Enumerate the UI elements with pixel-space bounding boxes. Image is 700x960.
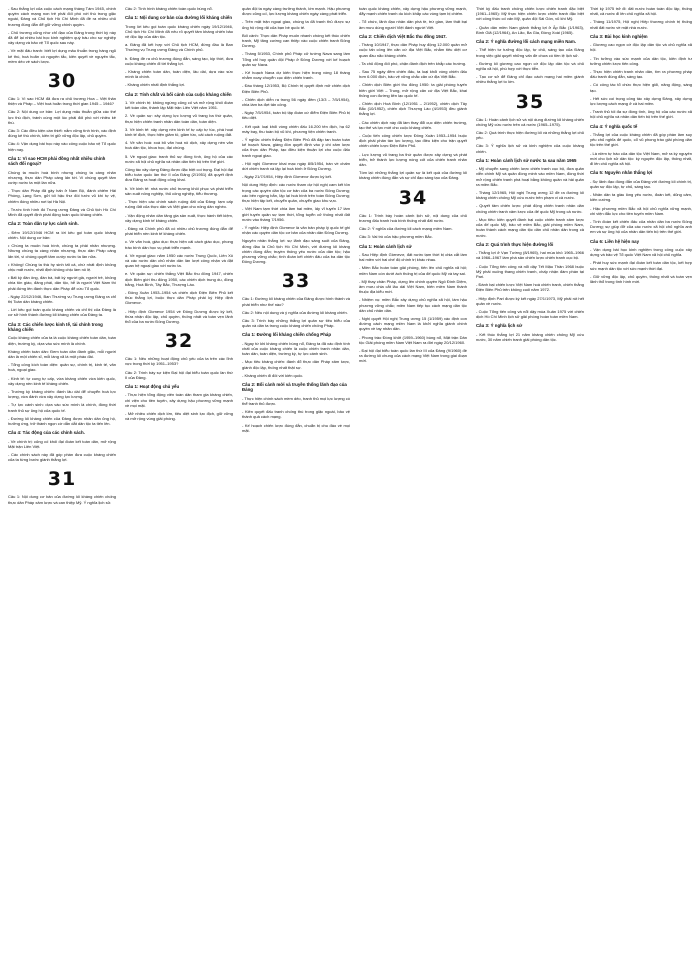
- paragraph: - Trước tình hình đó Trung ương Đảng và Chủ tịch Hồ Chí Minh đã quyết định phát động toàn quốc kháng chiến.: [8, 206, 116, 218]
- paragraph: - Đường lối kháng chiến của Đảng được nhân dân ủng hộ, hưởng ứng, trở thành ngọn cờ dẫn dắt dân tộc ta tiến lên.: [8, 415, 116, 426]
- paragraph: - Tháng 11/1975, Hội nghị Hiệp thương chính trị thống nhất đất nước về mặt nhà nước.: [590, 19, 692, 30]
- paragraph: - Các chiến dịch này đã làm thay đổi cục diện chiến trường, tạo thế và lực mới cho cuộc kháng chiến.: [359, 119, 467, 130]
- paragraph: - Mục tiêu kháng chiến: đánh đổ thực dân Pháp xâm lược, giành độc lập, thống nhất thật sự.: [242, 359, 350, 370]
- paragraph: • Bất kỳ đàn ông, đàn bà, bất kỳ người già, người trẻ, không chia tôn giáo, đảng phái, dân tộc, hễ là người Việt Nam thì phải đứng lên đánh thực dân Pháp để cứu Tổ quốc.: [8, 275, 116, 291]
- paragraph: - Phát huy sức mạnh đại đoàn kết toàn dân tộc, kết hợp sức mạnh dân tộc với sức mạnh thời đại.: [590, 260, 692, 271]
- paragraph: - Lời kêu gọi toàn quốc kháng chiến và chỉ thị của Đảng là cơ sở hình thành đường lối kháng chiến của Đảng ta.: [8, 307, 116, 318]
- paragraph: - Sau thắng lợi của cuộc cách mạng tháng Tám 1945, chính quyền cách mạng non trẻ phải đối phó với thù trong giặc ngoài, Đảng và Chủ tịch Hồ Chí Minh đã đề ra nhiều chủ trương đúng đắn để giữ vững chính quyền.: [8, 6, 116, 27]
- paragraph: Câu 1: Nêu những hoạt động chủ yếu của ta trên các lĩnh vực trong thời kỳ 1951–1953?: [125, 356, 233, 367]
- section-number: 33: [281, 270, 311, 293]
- paragraph: Câu 3: Các điều kiện cần thiết: nắm vững tình hình, xác định đúng kẻ thù chính, kiên trì giữ vững độc lập, chủ quyền.: [8, 128, 116, 139]
- paragraph: - Thực hiện chiến tranh nhân dân, tìm ra phương pháp đấu tranh đúng đắn, sáng tạo.: [590, 69, 692, 80]
- paragraph: 3. Về kinh tế: xây dựng nền kinh tế tự cấp tự túc, phá hoại kinh tế địch, thực hiện giảm tô, giảm tức, cải cách ruộng đất.: [125, 126, 233, 138]
- paragraph: - Giữ vững độc lập, chủ quyền, thống nhất và toàn vẹn lãnh thổ trong tình hình mới.: [590, 273, 692, 284]
- paragraph: - Là niềm tự hào của dân tộc Việt Nam, mở ra kỷ nguyên mới cho lịch sử dân tộc: kỷ nguyên độc lập, thống nhất, đi lên chủ nghĩa xã hội.: [590, 150, 692, 167]
- paragraph: - Hiệp định Pari được ký kết ngày 27/1/1973, Mỹ phải rút hết quân về nước.: [476, 295, 584, 306]
- paragraph: Câu 2: Ý nghĩa của đường lối cách mạng miền Nam.: [359, 226, 453, 232]
- paragraph: - Cuộc tiến công chiến lược Đông Xuân 1953–1954 buộc địch phải phân tán lực lượng, tạo điều kiện cho trận quyết chiến chiến lược Điện Biên Phủ.: [359, 133, 467, 149]
- paragraph: - Hậu phương miền Bắc xã hội chủ nghĩa vững mạnh, chi viện đắc lực cho tiền tuyến miền Nam.: [590, 205, 692, 216]
- paragraph: - Quyết tâm chiến lược: phát động chiến tranh nhân dân chống chiến tranh xâm lược của đế quốc Mỹ trong cả nước.: [476, 203, 584, 214]
- question-heading: Câu 1: Hoàn cảnh lịch sử: [359, 243, 412, 249]
- paragraph: Tóm lại: những thắng lợi quân sự là kết quả của đường lối kháng chiến đúng đắn và sự chỉ đạo sáng tạo của Đảng.: [359, 170, 467, 181]
- paragraph: - Nghị quyết Hội nghị Trung ương 15 (1/1959) xác định con đường cách mạng miền Nam là khởi nghĩa giành chính quyền về tay nhân dân.: [359, 315, 467, 332]
- paragraph: - Mỹ thay chân Pháp, dựng lên chính quyền Ngô Đình Diệm, âm mưu chia cắt lâu dài Việt Nam, biến miền Nam thành thuộc địa kiểu mới.: [359, 278, 467, 295]
- text-column-1: [8, 6, 116, 954]
- paragraph: Trong lời kêu gọi toàn quốc kháng chiến ngày 19/12/1946, Chủ tịch Hồ Chí Minh đã nêu rõ quyết tâm kháng chiến bảo vệ độc lập của dân tộc.: [125, 23, 233, 40]
- paragraph: - Sau Hiệp định Giơnevơ, đất nước tạm thời bị chia cắt làm hai miền với hai chế độ chính trị khác nhau.: [359, 251, 467, 263]
- paragraph: - Thực hiện chính sách mềm dẻo, tranh thủ mọi lực lượng có thể tranh thủ được.: [242, 395, 350, 406]
- question-heading: Câu 3: Bài học kinh nghiệm: [590, 33, 648, 39]
- paragraph: - Ngày 7/5/1954, toàn bộ tập đoàn cứ điểm Điện Biên Phủ bị tiêu diệt.: [242, 110, 350, 121]
- paragraph: - Tranh thủ tối đa sự đồng tình, ủng hộ của các nước xã hội chủ nghĩa và nhân dân tiến bộ trên thế giới.: [590, 109, 692, 120]
- paragraph: a. Đảng đã kết hợp với Chủ tịch HCM, đứng đầu là Ban Thường vụ Trung ương Đảng và Chính phủ.: [125, 42, 233, 53]
- text-column-5: [476, 6, 584, 954]
- paragraph: - Quân dân miền Nam giành thắng lợi ở Ấp Bắc (1/1963), Bình Giã (12/1964), An Lão, Ba Gia, Đồng Xoài (1965).: [476, 24, 584, 35]
- paragraph: - Có công tác tổ chức thực hiện giỏi, năng động, sáng tạo.: [590, 82, 692, 93]
- paragraph: - Chiến dịch Hoà Bình (12/1951 – 2/1952), chiến dịch Tây Bắc (10/1952), chiến dịch Thượng Lào (4/1953) đều giành thắng lợi.: [359, 101, 467, 117]
- paragraph: - Sự lãnh đạo đúng đắn của Đảng với đường lối chính trị, quân sự độc lập, tự chủ, sáng tạo.: [590, 178, 692, 189]
- paragraph: - Kháng chiến nhất định thắng lợi.: [125, 82, 185, 88]
- paragraph: Câu 4: Vận dụng bài học này vào công cuộc bảo vệ Tổ quốc hiện nay.: [8, 141, 116, 152]
- paragraph: - Kiên quyết đấu tranh chống thù trong giặc ngoài, bảo vệ thành quả cách mạng.: [242, 409, 350, 420]
- paragraph: - Vận động nhân dân tăng gia sản xuất, thực hành tiết kiệm, xây dựng kinh tế kháng chiến.: [125, 212, 233, 223]
- paragraph: 5. Về ngoại giao: tranh thủ sự đồng tình, ủng hộ của các nước xã hội chủ nghĩa và nhân dân tiến bộ trên thế giới.: [125, 153, 233, 164]
- paragraph: - Sau 75 ngày đêm chiến đấu, ta loại khỏi vòng chiến đấu hơn 6.000 địch, bảo vệ vững chắc căn cứ địa Việt Bắc.: [359, 69, 467, 80]
- paragraph: Chúng ta muốn hoà bình nhưng chúng ta càng nhân nhượng, thực dân Pháp càng lấn tới. Vì chúng quyết tâm cướp nước ta một lần nữa.: [8, 169, 116, 186]
- paragraph: - Đầu tháng 12/1953, Bộ Chính trị quyết định mở chiến dịch Điện Biên Phủ.: [242, 83, 350, 94]
- paragraph: - Thực hiện các chính sách ruộng đất của Đảng: tạm cấp ruộng đất của thực dân và Việt gian cho nông dân nghèo.: [125, 199, 233, 210]
- paragraph: e. Về quân sự: chiến thắng Việt Bắc thu đông 1947, chiến dịch Biên giới thu đông 1950, các chiến dịch trung du, đồng bằng, Hoà Bình, Tây Bắc, Thượng Lào.: [125, 271, 233, 287]
- paragraph: 1. Về chính trị: không ngừng củng cố và mở rộng khối đoàn kết toàn dân, thành lập Mặt trận Liên Việt năm 1951.: [125, 100, 233, 111]
- paragraph: - Thắng lợi ở Vạn Tường (8/1965), hai mùa khô 1965–1966 và 1966–1967 làm phá sản chiến lược chiến tranh cục bộ.: [476, 250, 584, 261]
- paragraph: Câu 1: Hoàn cảnh lịch sử và nội dung đường lối kháng chiến chống Mỹ cứu nước trên cả nước (1965–1975).: [476, 116, 584, 127]
- paragraph: • Không! Chúng ta thà hy sinh tất cả, chứ nhất định không chịu mất nước, nhất định không chịu làm nô lệ.: [8, 261, 116, 272]
- paragraph: - Đại hội đại biểu toàn quốc lần thứ III của Đảng (9/1960) đề ra đường lối chung của cách mạng Việt Nam trong giai đoạn mới.: [359, 347, 467, 364]
- paragraph: Thời kỳ đấu tranh chống chiến lược chiến tranh đặc biệt (1961–1965): Mỹ thực hiện chiến lược chiến tranh đặc biệt với công thức cố vấn Mỹ, quân đội Sài Gòn, vũ khí Mỹ.: [476, 6, 584, 22]
- paragraph: d. Về ngoại giao: năm 1950 các nước Trung Quốc, Liên Xô và các nước dân chủ nhân dân lần lượt công nhận và đặt quan hệ ngoại giao với nước ta.: [125, 252, 233, 269]
- paragraph: - Việt Nam tạm thời chia làm hai miền, lấy vĩ tuyến 17 làm giới tuyến quân sự tạm thời, tổng tuyển cử thống nhất đất nước vào tháng 7/1956.: [242, 206, 350, 222]
- section-number: 34: [398, 186, 428, 209]
- paragraph: Câu 3: Trình bày những thắng lợi quân sự tiêu biểu của quân và dân ta trong cuộc kháng chiến chống Pháp.: [242, 317, 350, 329]
- paragraph: toàn quốc kháng chiến, xây dựng hậu phương vững mạnh, đẩy mạnh chiến tranh du kích khắp các vùng tạm bị chiếm.: [359, 6, 467, 17]
- paragraph: - Tin tưởng vào sức mạnh của dân tộc, kiên định tư tưởng chiến lược tiến công.: [590, 55, 692, 66]
- paragraph: - Kết quả: loại khỏi vòng chiến đấu 16.200 tên địch, hạ 62 máy bay, thu toàn bộ vũ khí, phương tiện chiến tranh.: [242, 123, 350, 134]
- paragraph: - Nhiệm vụ: miền Bắc xây dựng chủ nghĩa xã hội, làm hậu phương vững chắc; miền Nam tiếp tục cách mạng dân tộc dân chủ nhân dân.: [359, 297, 467, 313]
- paragraph: - Giương cao ngọn cờ độc lập dân tộc và chủ nghĩa xã hội.: [590, 42, 692, 53]
- paragraph: Kháng chiến toàn dân: Đem toàn dân đánh giặc, mỗi người dân là một chiến sĩ, mỗi làng xã là một pháo đài.: [8, 348, 116, 359]
- paragraph: - Cuộc Tổng tiến công và nổi dậy mùa Xuân 1975 với chiến dịch Hồ Chí Minh lịch sử giải phóng hoàn toàn miền Nam.: [476, 308, 584, 320]
- paragraph: - Đông Xuân 1953–1954 và chiến dịch Điện Biên Phủ kết thúc thắng lợi, buộc thực dân Pháp phải ký Hiệp định Giơnevơ.: [125, 289, 233, 306]
- paragraph: - Tháng 5/1953, Chính phủ Pháp cử tướng Nava sang làm Tổng chỉ huy quân đội Pháp ở Đông Dương với kế hoạch quân sự Nava.: [242, 51, 350, 67]
- paragraph: - Đánh bại chiến lược Việt Nam hoá chiến tranh, chiến thắng Điện Biên Phủ trên không cuối năm 1972.: [476, 282, 584, 293]
- paragraph: quân đội ta ngày càng trưởng thành, lớn mạnh. Hậu phương được củng cố, lực lượng kháng chiến ngày càng phát triển.: [242, 6, 350, 17]
- paragraph: - Thực hiện tổng động viên toàn dân tham gia kháng chiến, chi viện cho tiền tuyến, xây dựng hậu phương vững mạnh về mọi mặt.: [125, 392, 233, 408]
- paragraph: - Tổng công kích toàn diện: quân sự, chính trị, kinh tế, văn hoá, ngoại giao.: [8, 362, 116, 373]
- paragraph: - Thắng lợi của cuộc kháng chiến đã góp phần làm suy yếu chủ nghĩa đế quốc, cổ vũ phong trào giải phóng dân tộc trên thế giới.: [590, 132, 692, 148]
- paragraph: Câu 3: Ý nghĩa lịch sử và kinh nghiệm của cuộc kháng chiến.: [476, 143, 584, 154]
- paragraph: - Chiến dịch Biên giới thu đông 1950: ta giải phóng tuyến biên giới Việt – Trung, mở rộng căn cứ địa Việt Bắc, khai thông con đường liên lạc quốc tế.: [359, 82, 467, 98]
- question-heading: Câu 2: Tính chất và bối cảnh của cuộc kháng chiến: [125, 91, 232, 97]
- paragraph: - Hội nghị Giơnevơ khai mạc ngày 8/5/1954, bàn về chấm dứt chiến tranh và lập lại hoà bình ở Đông Dương.: [242, 160, 350, 172]
- section-number: 32: [164, 330, 194, 353]
- paragraph: Câu 2: Tình hình kháng chiến toàn quốc bùng nổ.: [125, 6, 213, 11]
- text-column-4: [359, 6, 467, 954]
- paragraph: - Tạo cơ sở để Đảng chỉ đạo cách mạng hai miền giành nhiều thắng lợi to lớn.: [476, 74, 584, 85]
- paragraph: - Đường lối giương cao ngọn cờ độc lập dân tộc và chủ nghĩa xã hội, phù hợp với thực tiễn.: [476, 60, 584, 72]
- paragraph: Câu 1: Nội dung cơ bản của đường lối kháng chiến chống thực dân Pháp xâm lược và can thiệp Mỹ. Ý nghĩa lịch sử.: [8, 494, 116, 505]
- paragraph: - Mỹ chuyển sang chiến lược chiến tranh cục bộ, đưa quân viễn chinh Mỹ và quân đồng minh vào miền Nam, đồng thời mở rộng chiến tranh phá hoại bằng không quân và hải quân ra miền Bắc.: [476, 166, 584, 187]
- paragraph: - Ngày 22/12/1946, Ban Thường vụ Trung ương Đảng ra chỉ thị Toàn dân kháng chiến.: [8, 293, 116, 304]
- paragraph: - Kế hoạch Nava dự kiến thực hiện trong vòng 18 tháng nhằm xoay chuyển cục diện chiến tranh.: [242, 70, 350, 81]
- section-number: 31: [47, 468, 77, 491]
- paragraph: - Thể hiện tư tưởng độc lập, tự chủ, sáng tạo của Đảng trong việc giải quyết những vấn đề chưa có tiền lệ lịch sử.: [476, 47, 584, 58]
- paragraph: Câu 2: Nêu nội dung và ý nghĩa của đường lối kháng chiến.: [242, 309, 348, 315]
- section-number: 30: [47, 70, 77, 93]
- paragraph: 4. Về văn hoá: xoá bỏ văn hoá nô dịch, xây dựng nền văn hoá dân tộc, khoa học, đại chúng.: [125, 140, 233, 151]
- paragraph: b. Đảng đề ra chủ trương đúng đắn, sáng tạo, kịp thời, đưa cuộc kháng chiến đi tới thắng lợi.: [125, 55, 233, 66]
- question-heading: Câu 6: Liên hệ hiện nay: [590, 238, 640, 244]
- paragraph: Câu 1: Trình bày hoàn cảnh lịch sử, nội dung của chủ trương đấu tranh hoà bình thống nhất đất nước.: [359, 212, 467, 223]
- paragraph: Câu 1: Đường lối kháng chiến của Đảng được hình thành và phát triển như thế nào?: [242, 296, 350, 307]
- paragraph: - Phong trào Đồng khởi (1959–1960) bùng nổ, Mặt trận Dân tộc Giải phóng miền Nam Việt Nam ra đời ngày 20/12/1960.: [359, 334, 467, 345]
- paragraph: Cuộc kháng chiến của ta là cuộc kháng chiến toàn dân, toàn diện, trường kỳ, dựa vào sức mình là chính.: [8, 335, 116, 346]
- paragraph: - Hết sức coi trọng công tác xây dựng Đảng, xây dựng lực lượng cách mạng ở cả hai miền.: [590, 95, 692, 107]
- paragraph: Câu 2: Trình bày sự kiện Đại hội đại biểu toàn quốc lần thứ II của Đảng.: [125, 369, 233, 380]
- question-heading: Câu 2: Bối cảnh mới và truyền thống lãnh đạo của Đảng: [242, 381, 347, 393]
- paragraph: - Các chính sách này đã góp phần đưa cuộc kháng chiến của ta từng bước giành thắng lợi.: [8, 452, 116, 463]
- paragraph: Câu 2: Quá trình thực hiện đường lối và những thắng lợi chủ yếu.: [476, 130, 584, 141]
- paragraph: Nguyên nhân thắng lợi: sự lãnh đạo sáng suốt của Đảng, đứng đầu là Chủ tịch Hồ Chí Minh, với đường lối kháng chiến đúng đắn; truyền thống yêu nước của dân tộc; hậu phương vững chắc; tình đoàn kết chiến đấu của ba dân tộc Đông Dương.: [242, 238, 350, 265]
- paragraph: - Trên mặt trận ngoại giao, chúng ta đã tranh thủ được sự ủng hộ rộng rãi của bạn bè quốc tế.: [242, 19, 350, 30]
- question-heading: Câu 2: Toàn dân tự lực cánh sinh.: [8, 221, 79, 227]
- paragraph: - Đảng và Chính phủ đã có nhiều chủ trương đúng đắn để phát triển nền kinh tế kháng chiến.: [125, 225, 233, 237]
- paragraph: Câu 2: Nội dung cơ bản: Lợi dụng mâu thuẫn giữa các thế lực thù địch, tránh cùng một lúc phải đối phó với nhiều kẻ thù.: [8, 109, 116, 125]
- paragraph: Công tác xây dựng Đảng được đặc biệt coi trọng. Đại hội đại biểu toàn quốc lần thứ II của Đảng (2/1951) đã quyết định đưa Đảng ra hoạt động công khai.: [125, 167, 233, 183]
- question-heading: Câu 1: Nội dung cơ bản của đường lối kháng chiến: [125, 15, 232, 21]
- paragraph: - Tháng 10/1947, thực dân Pháp huy động 12.000 quân mở cuộc tấn công lên căn cứ địa Việt Bắc, nhằm tiêu diệt cơ quan đầu não kháng chiến.: [359, 42, 467, 58]
- paragraph: b. Về kinh tế: nhà nước chủ trương khôi phục và phát triển sản xuất nông nghiệp, thủ công nghiệp, tiểu thương.: [125, 185, 233, 196]
- question-heading: Câu 1: Đường lối kháng chiến chống Pháp: [242, 332, 331, 338]
- question-heading: Câu 2: Quá trình thực hiện đường lối: [476, 241, 554, 247]
- paragraph: • Chúng ta muốn hoà bình, chúng ta phải nhân nhượng. Nhưng chúng ta càng nhân nhượng, thực dân Pháp càng lấn tới, vì chúng quyết tâm cướp nước ta lần nữa.: [8, 243, 116, 259]
- paragraph: - Cuộc Tổng tiến công và nổi dậy Tết Mậu Thân 1968 buộc Mỹ phải xuống thang chiến tranh, chấp nhận đàm phán tại Pari.: [476, 263, 584, 279]
- question-heading: Câu 1: Vì sao HCM phải đồng nhất nhiều chính sách đối ngoại?: [8, 155, 106, 167]
- paragraph: Câu 3: Vai trò của hậu phương miền Bắc.: [359, 234, 433, 240]
- question-heading: Câu 1: Hoạt động chủ yếu: [125, 383, 180, 389]
- paragraph: - Về chính trị: củng cố khối đại đoàn kết toàn dân, mở rộng Mặt trận Liên Việt.: [8, 438, 116, 449]
- paragraph: Nội dung Hiệp định: các nước tham dự hội nghị cam kết tôn trọng các quyền dân tộc cơ bản của ba nước Đông Dương; các bên ngừng bắn, lập lại hoà bình trên toàn Đông Dương; thực hiện tập kết, chuyển quân, chuyển giao khu vực.: [242, 182, 350, 204]
- paragraph: - Miền Bắc hoàn toàn giải phóng, tiến lên chủ nghĩa xã hội; miền Nam còn dưới ách thống trị của đế quốc Mỹ và tay sai.: [359, 265, 467, 276]
- question-heading: Câu 3: Các chiến lược kinh tế, tài chính trong kháng chiến: [8, 321, 103, 332]
- paragraph: - Kinh tế: tự cung tự cấp, vừa kháng chiến vừa kiến quốc, xây dựng nền kinh tế kháng chiến.: [8, 375, 116, 386]
- section-number: 35: [515, 90, 545, 113]
- paragraph: - Ý nghĩa: chiến thắng Điện Biên Phủ đã đập tan hoàn toàn kế hoạch Nava, giáng đòn quyết định vào ý chí xâm lược của thực dân Pháp, tạo điều kiện thuận lợi cho cuộc đấu tranh ngoại giao.: [242, 137, 350, 158]
- question-heading: Câu 2: Chiến dịch Việt Bắc thu đông 1947.: [359, 33, 447, 39]
- paragraph: - Vận dụng bài học kinh nghiệm trong công cuộc xây dựng và bảo vệ Tổ quốc Việt Nam xã hội chủ nghĩa.: [590, 246, 692, 258]
- paragraph: - Kế hoạch chiến lược đúng đắn, chuẩn bị chu đáo về mọi mặt.: [242, 422, 350, 433]
- question-heading: Câu 3: Ý nghĩa lịch sử: [476, 323, 523, 329]
- paragraph: - Ý nghĩa: Hiệp định Giơnevơ là văn bản pháp lý quốc tế ghi nhận các quyền dân tộc cơ bản của nhân dân Đông Dương.: [242, 224, 350, 236]
- paragraph: - Nhân dân ta giàu lòng yêu nước, đoàn kết, dũng cảm, kiên cường.: [590, 192, 692, 203]
- paragraph: - Tình đoàn kết chiến đấu của nhân dân ba nước Đông Dương; sự giúp đỡ của các nước xã hội chủ nghĩa anh em và sự ủng hộ của nhân dân tiến bộ trên thế giới.: [590, 218, 692, 235]
- question-heading: Câu 1: Hoàn cảnh lịch sử nước ta sau năm 1965: [476, 157, 577, 163]
- paragraph: - Tháng 12/1965, Hội nghị Trung ương 12 đề ra đường lối kháng chiến chống Mỹ cứu nước trên phạm vi cả nước.: [476, 190, 584, 201]
- paragraph: - Tổ chức, lãnh đạo nhân dân phá tề, trừ gian, làm thất bại âm mưu dùng người Việt đánh người Việt.: [359, 19, 467, 30]
- text-column-6: [590, 6, 692, 954]
- question-heading: Câu 4: Ý nghĩa quốc tế: [590, 123, 638, 129]
- paragraph: - Kết thúc thắng lợi 21 năm kháng chiến chống Mỹ cứu nước, 30 năm chiến tranh giải phóng dân tộc.: [476, 331, 584, 342]
- paragraph: - Tự lực cánh sinh: dựa vào sức mình là chính, đồng thời tranh thủ sự ủng hộ của quốc tế.: [8, 402, 116, 413]
- paragraph: c. Về văn hoá, giáo dục: thực hiện cải cách giáo dục, phong trào bình dân học vụ phát triển mạnh.: [125, 239, 233, 250]
- paragraph: - Mục tiêu: kiên quyết đánh bại cuộc chiến tranh xâm lược của đế quốc Mỹ, bảo vệ miền Bắc, giải phóng miền Nam, hoàn thành cách mạng dân tộc dân chủ nhân dân trong cả nước.: [476, 216, 584, 238]
- paragraph: - Trường kỳ kháng chiến: đánh lâu dài để chuyển hoá lực lượng, vừa đánh vừa xây dựng lực lượng.: [8, 388, 116, 400]
- paragraph: - Ngày 21/7/1954, Hiệp định Giơnevơ được ký kết.: [242, 174, 332, 180]
- question-heading: Câu 5: Nguyên nhân thắng lợi: [590, 170, 653, 176]
- paragraph: 2. Về quân sự: xây dựng lực lượng vũ trang ba thứ quân, thực hiện chiến tranh nhân dân toàn dân, toàn diện.: [125, 113, 233, 124]
- paragraph: - Ta chủ động đối phó, chặn đánh địch trên khắp các hướng.: [359, 60, 467, 66]
- paragraph: Câu 1: Vì sao HCM đã đưa ra chủ trương Hoa – Việt thân thiện và Pháp – Việt hoà hoãn trong thời gian 1945 – 1946?: [8, 96, 116, 107]
- paragraph: - Thực dân Pháp đã gây hấn ở Nam Bộ, đánh chiếm Hải Phòng, Lạng Sơn, gửi tối hậu thư đòi tước vũ khí tự vệ, chiếm đóng nhiều nơi tại Hà Nội.: [8, 188, 116, 204]
- paragraph: - Lực lượng vũ trang ba thứ quân được xây dựng và phát triển, trở thành lực lượng nòng cốt của chiến tranh nhân dân.: [359, 151, 467, 168]
- paragraph: - Chiến dịch diễn ra trong 56 ngày đêm (13/3 – 7/5/1954), chia làm ba đợt tấn công.: [242, 96, 350, 108]
- paragraph: - Chủ trương cũng như chỉ đạo của Đảng trong thời kỳ này đã để lại nhiều bài học kinh nghiệm quý báu cho sự nghiệp xây dựng và bảo vệ Tổ quốc sau này.: [8, 29, 116, 46]
- question-heading: Câu 2: Ý nghĩa đường lối cách mạng miền Nam.: [476, 39, 576, 45]
- paragraph: - Mở nhiều chiến dịch lớn, tiêu diệt sinh lực địch, giữ vững và mở rộng vùng giải phóng.: [125, 410, 233, 422]
- paragraph: - Đêm 19/12/1946 HCM ra lời kêu gọi toàn quốc kháng chiến. Nội dung cơ bản:: [8, 229, 116, 240]
- paragraph: Thời kỳ 1975 trở đi: đất nước hoàn toàn độc lập, thống nhất, cả nước đi lên chủ nghĩa xã hội.: [590, 6, 692, 17]
- paragraph: - Hiệp định Giơnevơ 1954 về Đông Dương được ký kết, thừa nhận độc lập, chủ quyền, thống nhất và toàn vẹn lãnh thổ của ba nước Đông Dương.: [125, 308, 233, 324]
- paragraph: - Kháng chiến toàn dân, toàn diện, lâu dài, dựa vào sức mình là chính.: [125, 69, 233, 80]
- text-column-3: [242, 6, 350, 954]
- paragraph: - Ngay từ khi kháng chiến bùng nổ, Đảng ta đã xác định tính chất của cuộc kháng chiến là cuộc chiến tranh nhân dân, toàn dân, toàn diện, trường kỳ, tự lực cánh sinh.: [242, 340, 350, 357]
- paragraph: - Về mặt đấu tranh: biết lợi dụng mâu thuẫn trong hàng ngũ kẻ thù, hoà hoãn có nguyên tắc, kiên quyết về nguyên tắc, mềm dẻo về sách lược.: [8, 48, 116, 64]
- paragraph: - Kháng chiến đi đôi với kiến quốc.: [242, 372, 304, 378]
- paragraph: Bối cảnh: Thực dân Pháp muốn nhanh chóng kết thúc chiến tranh, Mỹ tăng cường can thiệp vào cuộc chiến tranh Đông Dương.: [242, 32, 350, 49]
- question-heading: Câu 4: Tác động của các chính sách.: [8, 430, 85, 436]
- text-column-2: [125, 6, 233, 954]
